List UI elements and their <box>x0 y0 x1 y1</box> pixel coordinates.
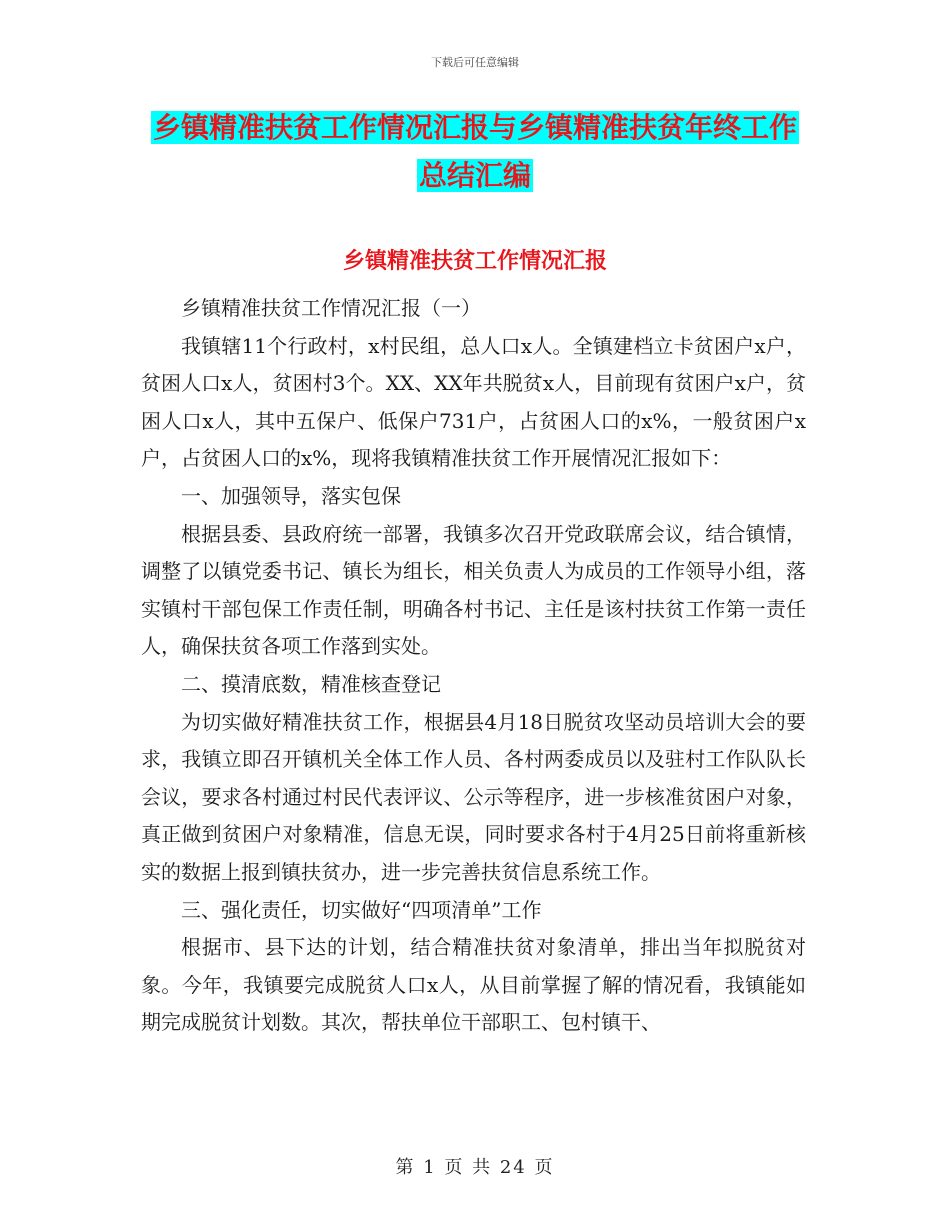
paragraph: 根据市、县下达的计划，结合精准扶贫对象清单，排出当年拟脱贫对象。今年，我镇要完成脱贫人口x人，从目前掌握了解的情况看，我镇能如期完成脱贫计划数。其次，帮扶单位干部职工、包村镇干、 <box>141 935 806 1035</box>
subheading: 三、强化责任，切实做好“四项清单”工作 <box>181 897 542 922</box>
paragraph: 为切实做好精准扶贫工作，根据县4月18日脱贫攻坚动员培训大会的要求，我镇立即召开镇机关全体工作人员、各村两委成员以及驻村工作队队长会议，要求各村通过村民代表评议、公示等程序，进一步核准贫困户对象，真正做到贫困户对象精准，信息无误，同时要求各村于4月25日前将重新核实的数据上报到镇扶贫办，进一步完善扶贫信息系统工作。 <box>141 709 806 884</box>
document-body <box>141 290 806 1042</box>
subheading: 一、加强领导，落实包保 <box>181 483 401 508</box>
paragraph: 我镇辖11个行政村，x村民组，总人口x人。全镇建档立卡贫困户x户，贫困人口x人，贫困村3个。XX、XX年共脱贫x人，目前现有贫困户x户，贫困人口x人，其中五保户、低保户731户，占贫困人口的x%，一般贫困户x户，占贫困人口的x%，现将我镇精准扶贫工作开展情况汇报如下： <box>141 333 806 471</box>
document-title <box>0 104 950 200</box>
paragraph: 根据县委、县政府统一部署，我镇多次召开党政联席会议，结合镇情，调整了以镇党委书记、镇长为组长，相关负责人为成员的工作领导小组，落实镇村干部包保工作责任制，明确各村书记、主任是该村扶贫工作第一责任人，确保扶贫各项工作落到实处。 <box>141 521 806 659</box>
subheading: 二、摸清底数，精准核查登记 <box>181 671 441 696</box>
section-title: 乡镇精准扶贫工作情况汇报 <box>342 249 607 274</box>
header-note: 下载后可任意编辑 <box>431 56 519 69</box>
title-line-1: 乡镇精准扶贫工作情况汇报与乡镇精准扶贫年终工作 <box>152 111 797 144</box>
paragraph: 乡镇精准扶贫工作情况汇报（一） <box>181 296 481 320</box>
page-number-footer: 第 1 页 共 24 页 <box>395 1157 555 1178</box>
title-line-2: 总结汇编 <box>418 159 531 192</box>
